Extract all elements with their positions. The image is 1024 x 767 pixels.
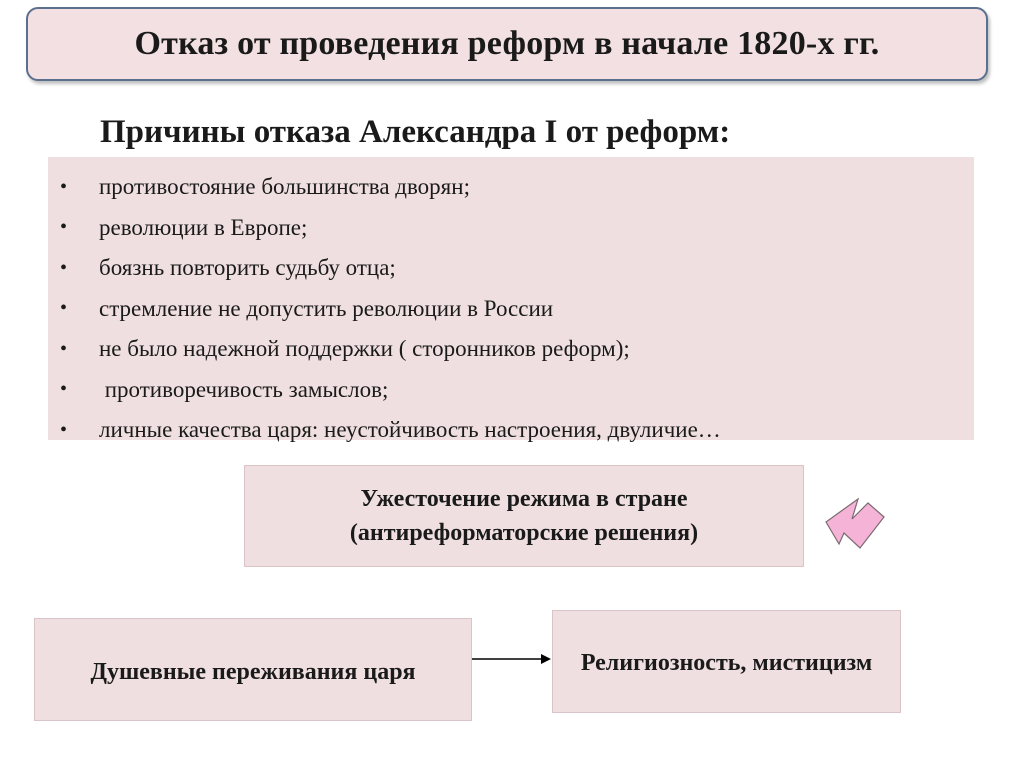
list-item <box>48 289 721 330</box>
reason-text: противоречивость замыслов; <box>99 376 389 402</box>
title-box <box>26 7 988 81</box>
block-arrow-left-down-icon <box>820 484 890 550</box>
spiritual-experiences-box <box>34 618 472 721</box>
bullet: • <box>60 256 68 279</box>
list-item <box>48 167 721 208</box>
arrow-right-icon <box>471 651 553 667</box>
list-item <box>48 329 721 370</box>
reasons-box <box>48 157 974 443</box>
list-item <box>48 208 721 249</box>
bullet: • <box>60 297 68 320</box>
list-item <box>48 248 721 289</box>
regime-line-2: (антиреформаторские решения) <box>349 520 699 546</box>
list-item <box>48 410 721 451</box>
bullet: • <box>60 378 68 401</box>
spiritual-text: Душевные переживания царя <box>90 659 416 685</box>
bullet: • <box>60 175 68 198</box>
bullet: • <box>60 337 68 360</box>
bullet: • <box>60 418 68 441</box>
page-title: Отказ от проведения реформ в начале 1820-х гг. <box>134 25 880 62</box>
reasons-heading: Причины отказа Александра I от реформ: <box>100 114 731 150</box>
reason-text: боязнь повторить судьбу отца; <box>99 255 396 281</box>
religion-text: Религиозность, мистицизм <box>580 650 873 676</box>
reason-text: не было надежной поддержки ( сторонников реформ); <box>99 336 630 362</box>
regime-tightening-box <box>244 465 804 567</box>
reasons-list <box>48 167 721 451</box>
reason-text: противостояние большинства дворян; <box>99 174 470 200</box>
reason-text: личные качества царя: неустойчивость настроения, двуличие… <box>99 417 721 443</box>
bullet: • <box>60 216 68 239</box>
religiosity-box <box>552 610 901 713</box>
list-item <box>48 370 721 411</box>
regime-line-1: Ужесточение режима в стране <box>360 486 688 512</box>
reason-text: стремление не допустить революции в России <box>99 295 554 321</box>
reason-text: революции в Европе; <box>99 214 308 240</box>
